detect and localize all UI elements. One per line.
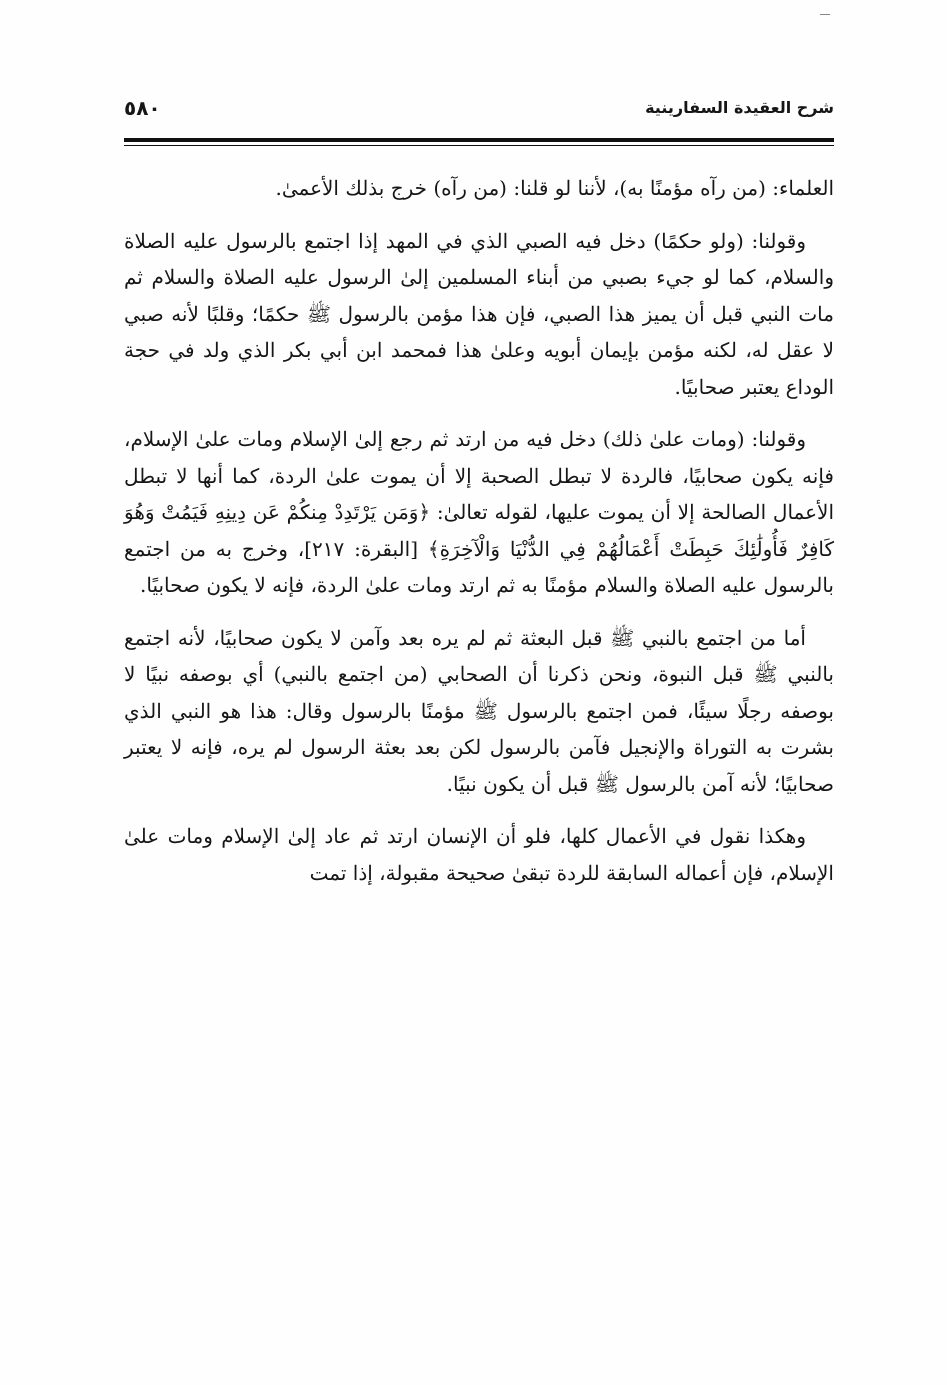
paragraph-2: وقولنا: (ولو حكمًا) دخل فيه الصبي الذي في المهد إذا اجتمع بالرسول عليه الصلاة والسلام، كما لو جيء بصبي من أبناء المسلمين إلىٰ الرسول عليه الصلاة والسلام ثم مات النبي قبل أن يميز هذا الصبي، فإن هذا مؤمن بالرسول ﷺ حكمًا؛ وقلبًا لأنه صبي لا عقل له، لكنه مؤمن بإيمان أبويه وعلىٰ هذا فمحمد ابن أبي بكر الذي ولد في حجة الوداع يعتبر صحابيًا. bbox=[124, 228, 834, 399]
paragraph-5: وهكذا نقول في الأعمال كلها، فلو أن الإنسان ارتد ثم عاد إلىٰ الإسلام ومات علىٰ الإسلام، فإن أعماله السابقة للردة تبقىٰ صحيحة مقبولة، إذا تمت bbox=[124, 824, 834, 885]
page-number: ٥٨٠ bbox=[124, 96, 161, 120]
header-rule-thick bbox=[124, 138, 834, 142]
body-text bbox=[124, 170, 834, 907]
paragraph-1: العلماء: (من رآه مؤمنًا به)، لأننا لو قلنا: (من رآه) خرج بذلك الأعمىٰ. bbox=[275, 176, 834, 200]
header-rule-thin bbox=[124, 145, 834, 146]
running-title: شرح العقيدة السفارينية bbox=[645, 98, 834, 117]
paragraph-3: وقولنا: (ومات علىٰ ذلك) دخل فيه من ارتد ثم رجع إلىٰ الإسلام ومات علىٰ الإسلام، فإنه يكون صحابيًا، فالردة لا تبطل الصحبة إلا أن يموت علىٰ الردة، كما أنها لا تبطل الأعمال الصالحة إلا أن يموت عليها، لقوله تعالىٰ: ﴿وَمَن يَرْتَدِدْ مِنكُمْ عَن دِينِهِ فَيَمُتْ وَهُوَ كَافِرٌ فَأُولَٰئِكَ حَبِطَتْ أَعْمَالُهُمْ فِي الدُّنْيَا وَالْآخِرَةِ﴾ [البقرة: ٢١٧]، وخرج به من اجتمع بالرسول عليه الصلاة والسلام مؤمنًا به ثم ارتد ومات علىٰ الردة، فإنه لا يكون صحابيًا. bbox=[124, 427, 834, 597]
scan-mark bbox=[820, 14, 830, 15]
page-header bbox=[124, 92, 834, 128]
paragraph-4: أما من اجتمع بالنبي ﷺ قبل البعثة ثم لم يره بعد وآمن لا يكون صحابيًا، لأنه اجتمع بالنبي ﷺ قبل النبوة، ونحن ذكرنا أن الصحابي (من اجتمع بالنبي) أي بوصفه نبيًا لا بوصفه رجلًا سيئًا، فمن اجتمع بالرسول ﷺ مؤمنًا بالرسول وقال: هذا هو النبي الذي بشرت به التوراة والإنجيل فآمن بالرسول لكن بعد بعثة الرسول لم يره، فإنه لا يعتبر صحابيًا؛ لأنه آمن بالرسول ﷺ قبل أن يكون نبيًا. bbox=[124, 625, 834, 796]
